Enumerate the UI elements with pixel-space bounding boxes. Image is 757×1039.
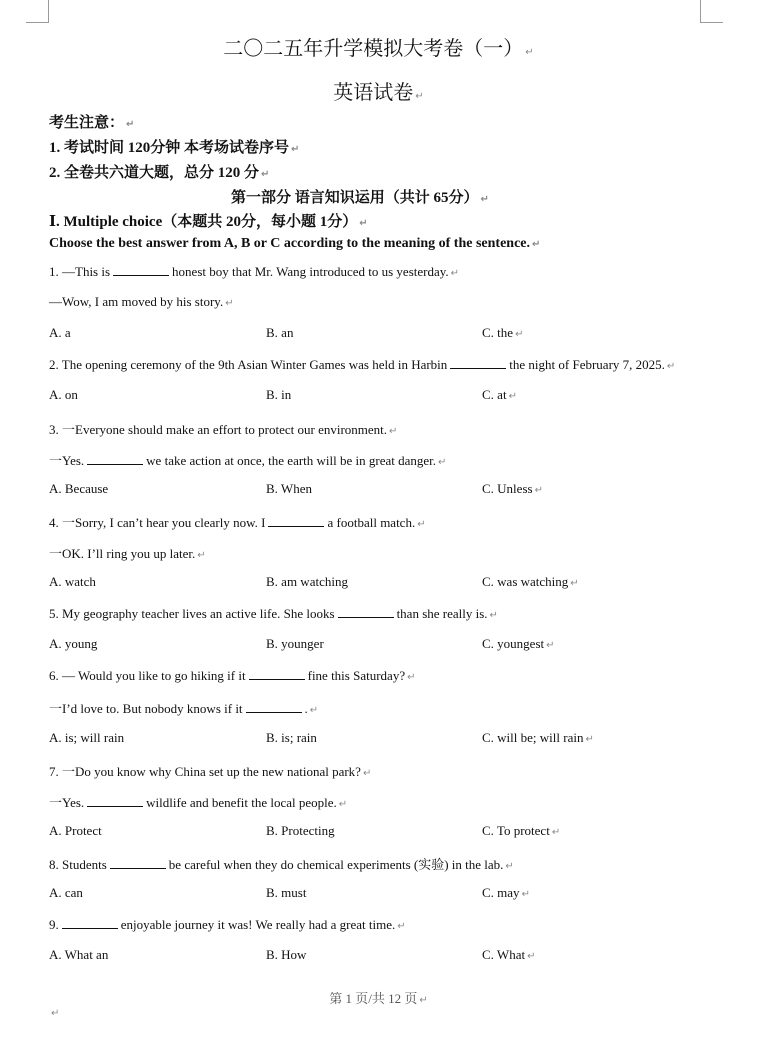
section-heading: Ⅰ. Multiple choice（本题共 20分，每小题 1分） ↵ [49, 214, 368, 230]
question-4-line-2: 一OK. I’ll ring you up later. ↵ [49, 545, 206, 561]
question-text: 一Yes. [49, 794, 85, 810]
crop-mark-top-left [26, 0, 49, 23]
answer-blank [110, 856, 166, 869]
question-6-line-1: 6. — Would you like to go hiking if it fine this Saturday? ↵ [49, 668, 416, 684]
question-text: 9. [49, 917, 59, 933]
notice-item-2: 2. 全卷共六道大题，总分 120 分 ↵ [49, 165, 270, 181]
question-7-option-a[interactable]: A. Protect [49, 822, 102, 838]
question-text: 6. — Would you like to go hiking if it [49, 668, 246, 684]
question-text: the night of February 7, 2025. [509, 357, 665, 373]
question-5-option-b[interactable]: B. younger [266, 636, 324, 652]
question-text: 3. 一Everyone should make an effort to protect our environment. [49, 421, 388, 437]
question-8-option-a[interactable]: A. can [49, 885, 83, 900]
question-2-option-b[interactable]: B. in [266, 387, 292, 403]
question-3-option-c[interactable]: C. Unless ↵ [482, 480, 543, 496]
question-7-option-c[interactable]: C. To protect ↵ [482, 822, 561, 838]
question-4-option-a[interactable]: A. watch [49, 574, 96, 589]
question-1-line-1: 1. —This is honest boy that Mr. Wang introduced to us yesterday. ↵ [49, 264, 460, 279]
question-1-line-2: —Wow, I am moved by his story. ↵ [49, 294, 234, 310]
question-5-option-c[interactable]: C. youngest ↵ [482, 636, 555, 652]
question-text: —Wow, I am moved by his story. [49, 294, 224, 310]
question-3-option-b[interactable]: B. When [266, 480, 312, 496]
question-4-option-c[interactable]: C. was watching ↵ [482, 574, 579, 589]
end-paragraph-mark: ↵ [51, 1008, 60, 1019]
question-2-option-c[interactable]: C. at ↵ [482, 387, 517, 403]
crop-mark-top-right [700, 0, 723, 23]
question-3-option-a[interactable]: A. Because [49, 480, 109, 496]
answer-blank [113, 263, 169, 276]
question-text: 7. 一Do you know why China set up the new national park? [49, 763, 361, 779]
question-1-option-a[interactable]: A. a [49, 325, 71, 341]
question-1-option-c[interactable]: C. the ↵ [482, 325, 524, 341]
question-8-line-1: 8. Students be careful when they do chemical experiments (实验) in the lab. ↵ [49, 856, 514, 872]
question-text: 8. Students [49, 856, 107, 872]
question-8-option-c[interactable]: C. may ↵ [482, 885, 530, 900]
notice-heading: 考生注意： ↵ [49, 115, 135, 131]
exam-subtitle: 英语试卷 ↵ [333, 82, 424, 104]
question-4-option-b[interactable]: B. am watching [266, 574, 348, 589]
question-6-option-c[interactable]: C. will be; will rain ↵ [482, 729, 594, 745]
question-text: 5. My geography teacher lives an active life. She looks [49, 606, 335, 622]
question-9-option-b[interactable]: B. How [266, 947, 307, 963]
question-text: 一I’d love to. But nobody knows if it [49, 701, 243, 717]
part-heading: 第一部分 语言知识运用（共计 65分） ↵ [231, 190, 489, 206]
question-3-line-1: 3. 一Everyone should make an effort to protect our environment. ↵ [49, 421, 398, 437]
answer-blank [62, 916, 118, 929]
answer-blank [450, 356, 506, 369]
question-text: fine this Saturday? [307, 668, 406, 684]
question-text: a football match. [327, 514, 416, 530]
answer-blank [249, 667, 305, 680]
question-6-option-a[interactable]: A. is; will rain [49, 729, 125, 745]
question-5-line-1: 5. My geography teacher lives an active life. She looks than she really is. ↵ [49, 606, 498, 622]
answer-blank [338, 605, 394, 618]
question-2-option-a[interactable]: A. on [49, 387, 78, 403]
notice-item-1: 1. 考试时间 120分钟 本考场试卷序号 ↵ [49, 140, 300, 156]
question-9-line-1: 9. enjoyable journey it was! We really had a great time. ↵ [49, 917, 406, 933]
answer-blank [87, 794, 143, 807]
question-7-line-1: 7. 一Do you know why China set up the new national park? ↵ [49, 763, 372, 779]
question-7-line-2: 一Yes. wildlife and benefit the local people. ↵ [49, 794, 348, 810]
question-1-option-b[interactable]: B. an [266, 325, 294, 341]
question-text: be careful when they do chemical experiments (实验) in the lab. [168, 856, 504, 872]
question-text: 1. —This is [49, 264, 111, 279]
question-6-line-2: 一I’d love to. But nobody knows if it . ↵ [49, 701, 319, 717]
question-4-line-1: 4. 一Sorry, I can’t hear you clearly now. I a football match. ↵ [49, 514, 426, 530]
answer-blank [268, 514, 324, 527]
question-9-option-c[interactable]: C. What ↵ [482, 947, 536, 963]
instruction: Choose the best answer from A, B or C according to the meaning of the sentence. ↵ [49, 236, 541, 251]
question-7-option-b[interactable]: B. Protecting [266, 822, 335, 838]
question-text: wildlife and benefit the local people. [146, 794, 337, 810]
answer-blank [87, 452, 143, 465]
question-6-option-b[interactable]: B. is; rain [266, 729, 317, 745]
question-text: we take action at once, the earth will be in great danger. [146, 452, 437, 468]
question-text: 2. The opening ceremony of the 9th Asian Winter Games was held in Harbin [49, 357, 448, 373]
page-footer: 第 1 页/共 12 页 ↵ [329, 991, 428, 1006]
question-2-line-1: 2. The opening ceremony of the 9th Asian Winter Games was held in Harbin the night of February 7, 2025. ↵ [49, 357, 676, 373]
question-text: . [304, 701, 308, 717]
question-text: 一Yes. [49, 452, 85, 468]
question-text: 4. 一Sorry, I can’t hear you clearly now. I [49, 514, 266, 530]
question-5-option-a[interactable]: A. young [49, 636, 98, 652]
question-text: honest boy that Mr. Wang introduced to us yesterday. [172, 264, 449, 279]
question-8-option-b[interactable]: B. must [266, 885, 307, 900]
question-text: 一OK. I’ll ring you up later. [49, 545, 196, 561]
question-9-option-a[interactable]: A. What an [49, 947, 109, 963]
question-text: enjoyable journey it was! We really had a great time. [120, 917, 396, 933]
question-3-line-2: 一Yes. we take action at once, the earth will be in great danger. ↵ [49, 452, 447, 468]
answer-blank [246, 700, 302, 713]
exam-title: 二〇二五年升学模拟大考卷（一） ↵ [223, 38, 534, 60]
question-text: than she really is. [396, 606, 488, 622]
